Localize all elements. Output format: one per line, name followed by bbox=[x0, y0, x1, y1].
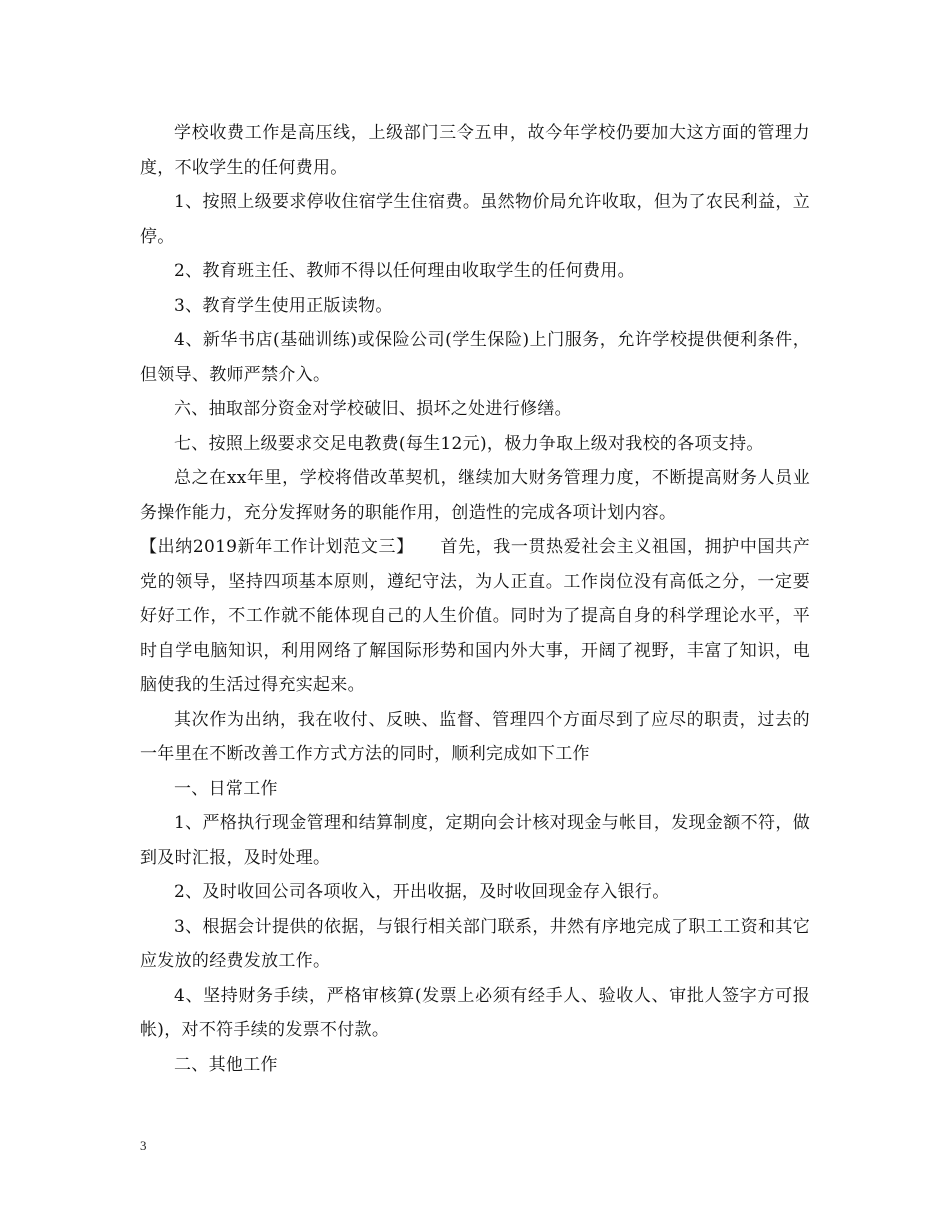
heading-other-work: 二、其他工作 bbox=[174, 1054, 278, 1075]
paragraph-item-3-genuine-books: 3、教育学生使用正版读物。 bbox=[174, 295, 393, 316]
paragraph-daily-item-1: 1、严格执行现金管理和结算制度，定期向会计核对现金与帐目，发现金额不符，做到及时汇报，及时处理。 bbox=[140, 813, 810, 868]
paragraph-sample-three-intro: 【出纳2019新年工作计划范文三】 首先，我一贯热爱社会主义祖国，拥护中国共产党的领导，坚持四项基本原则，遵纪守法，为人正直。工作岗位没有高低之分，一定要好好工作，不工作就不能体现自己的人生价值。同时为了提高自身的科学理论水平，平时自学电脑知识，利用网络了解国际形势和国内外大事，开阔了视野，丰富了知识，电脑使我的生活过得充实起来。 bbox=[140, 537, 810, 695]
paragraph-section-6-repairs: 六、抽取部分资金对学校破旧、损坏之处进行修缮。 bbox=[174, 399, 572, 419]
paragraph-item-4-door-service: 4、新华书店(基础训练)或保险公司(学生保险)上门服务，允许学校提供便利条件，但领导、教师严禁介入。 bbox=[140, 330, 810, 385]
paragraph-item-1-boarding-fee: 1、按照上级要求停收住宿学生住宿费。虽然物价局允许收取，但为了农民利益，立停。 bbox=[140, 192, 810, 247]
paragraph-daily-item-4: 4、坚持财务手续，严格审核算(发票上必须有经手人、验收人、审批人签字方可报帐)，对不符手续的发票不付款。 bbox=[140, 985, 810, 1040]
paragraph-daily-item-3: 3、根据会计提供的依据，与银行相关部门联系，井然有序地完成了职工工资和其它应发放的经费发放工作。 bbox=[140, 916, 810, 971]
paragraph-cashier-duties: 其次作为出纳，我在收付、反映、监督、管理四个方面尽到了应尽的职责，过去的一年里在不断改善工作方式方法的同时，顺利完成如下工作 bbox=[140, 709, 810, 764]
paragraph-daily-item-2: 2、及时收回公司各项收入，开出收据，及时收回现金存入银行。 bbox=[174, 882, 670, 902]
heading-daily-work: 一、日常工作 bbox=[174, 778, 278, 799]
paragraph-section-7-av-fee: 七、按照上级要求交足电教费(每生12元)，极力争取上级对我校的各项支持。 bbox=[174, 433, 764, 454]
document-body bbox=[140, 116, 810, 1082]
paragraph-item-2-teacher-fees: 2、教育班主任、教师不得以任何理由收取学生的任何费用。 bbox=[174, 261, 635, 281]
paragraph-tuition-policy: 学校收费工作是高压线，上级部门三令五申，故今年学校仍要加大这方面的管理力度，不收学生的任何费用。 bbox=[140, 123, 810, 178]
paragraph-summary: 总之在xx年里，学校将借改革契机，继续加大财务管理力度，不断提高财务人员业务操作能力，充分发挥财务的职能作用，创造性的完成各项计划内容。 bbox=[140, 468, 810, 523]
page-number: 3 bbox=[140, 1138, 147, 1153]
